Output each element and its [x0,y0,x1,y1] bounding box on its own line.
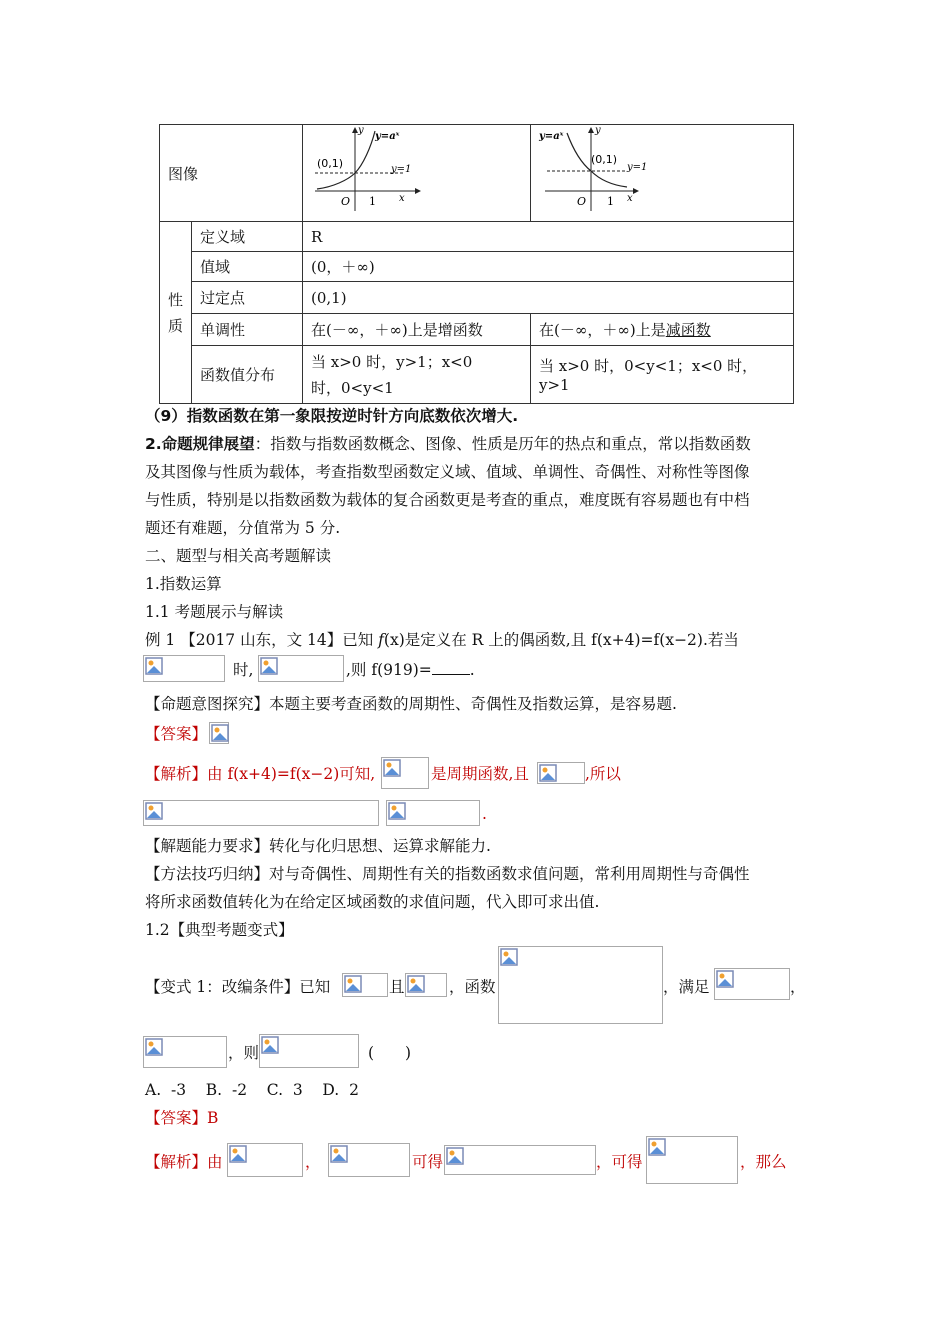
method-line-2: 将所求函数值转化为在给定区域函数的求值问题，代入即可求出值. [145,893,600,911]
analysis-2-get2: ，可得 [596,1153,643,1171]
formula-image [143,655,225,682]
broken-image-icon [330,1145,348,1163]
formula-image [143,1036,227,1068]
graph-increasing-cell [303,125,531,222]
svg-text:1: 1 [369,195,377,208]
row-domain-value: R [303,222,794,252]
ability-line: 【解题能力要求】转化与化归思想、运算求解能力. [145,837,491,855]
graph-increasing [303,125,530,221]
row-range-name: 值域 [192,252,303,282]
formula-image [381,757,429,789]
formula-image [259,1034,359,1068]
svg-text:(0,1): (0,1) [591,153,618,166]
broken-image-icon [211,724,229,742]
variant-1-comma: ， [790,978,806,996]
svg-text:y=1: y=1 [391,164,412,175]
method-line-1: 【方法技巧归纳】对与奇偶性、周期性有关的指数函数求值问题，常利用周期性与奇偶性 [145,865,750,883]
svg-text:O: O [341,195,351,208]
rule-paragraph-4: 题还有难题，分值常为 5 分. [145,519,341,537]
rule-paragraph-2: 及其图像与性质为载体，考查指数型函数定义域、值域、单调性、奇偶性、对称性等图像 [145,463,750,481]
broken-image-icon [446,1147,464,1165]
broken-image-icon [229,1145,247,1163]
broken-image-icon [145,1038,163,1056]
variant-1-and: 且 [389,978,405,996]
note-9: （9）指数函数在第一象限按逆时针方向底数依次增大. [145,407,519,425]
row-range-value: (0，＋∞) [303,252,794,282]
broken-image-icon [716,970,734,988]
subsection-1: 1.指数运算 [145,575,222,593]
broken-image-icon [261,1036,279,1054]
graph-decreasing [531,125,793,221]
example-1-line-1: 例 1 【2017 山东，文 14】已知 f(x)是定义在 R 上的偶函数,且 f(x+4)=f(x−2).若当 [145,631,739,649]
property-label-cell: 性 质 [160,222,192,404]
analysis-2-comma: ， [305,1153,321,1171]
variant-1-options: A. -3 B. -2 C. 3 D. 2 [145,1081,359,1099]
row-distribution-decreasing: 当 x>0 时，0<y<1；x<0 时，y>1 [531,346,794,404]
example-1-when: 时, [233,661,254,679]
formula-image [646,1136,738,1184]
analysis-1-periodic: 是周期函数,且 [431,765,529,783]
row-distribution-increasing: 当 x>0 时，y>1；x<0 时，0<y<1 [303,346,531,404]
formula-image [537,762,585,784]
formula-image [342,973,388,997]
svg-text:y=aˣ: y=aˣ [375,131,400,142]
image-label-cell: 图像 [160,125,303,222]
row-monotonic-name: 单调性 [192,314,303,346]
row-monotonic-decreasing: 在(－∞，＋∞)上是减函数 [531,314,794,346]
broken-image-icon [500,948,518,966]
section-2-heading: 二、题型与相关高考题解读 [145,547,332,565]
formula-image [227,1143,303,1177]
formula-image [386,800,480,826]
analysis-2-then: ，那么 [740,1153,787,1171]
broken-image-icon [407,975,425,993]
broken-image-icon [145,802,163,820]
broken-image-icon [648,1138,666,1156]
formula-image [258,655,344,682]
variant-1-then: ，则 [228,1044,260,1062]
example-1-then: ,则 f(919)= . [346,661,475,679]
row-distribution-name: 函数值分布 [192,346,303,404]
svg-text:y=aˣ: y=aˣ [539,131,564,142]
analysis-2-get: 可得 [412,1153,444,1171]
variant-1-line-1: 【变式 1：改编条件】已知 [145,978,331,996]
subsection-1-2: 1.2【典型考题变式】 [145,921,294,939]
formula-image [498,946,663,1024]
analysis-2-line: 【解析】由 [145,1153,223,1171]
broken-image-icon [260,657,278,675]
variant-1-paren: ( ) [368,1044,412,1062]
svg-text:O: O [577,195,587,208]
row-fixed-point-name: 过定点 [192,282,303,314]
exponential-properties-table [159,124,794,404]
answer-blank [432,660,470,675]
analysis-1-line-1: 【解析】由 f(x+4)=f(x−2)可知, [145,765,376,783]
svg-text:y: y [358,125,364,136]
analysis-1-end: . [482,805,487,823]
formula-image [209,722,229,744]
broken-image-icon [539,764,557,782]
answer-1-label: 【答案】 [145,725,208,743]
svg-text:y: y [595,125,601,136]
formula-image [714,968,790,1000]
row-monotonic-increasing: 在(－∞，＋∞)上是增函数 [303,314,531,346]
variant-1-function: ，函数 [449,978,496,996]
formula-image [143,800,379,826]
row-fixed-point-value: (0,1) [303,282,794,314]
row-domain-name: 定义域 [192,222,303,252]
formula-image [328,1143,410,1177]
formula-image [444,1145,596,1175]
rule-paragraph-1: 2.命题规律展望：指数与指数函数概念、图像、性质是历年的热点和重点，常以指数函数 [145,435,751,453]
svg-text:x: x [627,193,633,204]
subsection-1-1: 1.1 考题展示与解读 [145,603,284,621]
rule-paragraph-3: 与性质，特别是以指数函数为载体的复合函数更是考查的重点，难度既有容易题也有中档 [145,491,750,509]
svg-text:y=1: y=1 [627,162,648,173]
svg-text:(0,1): (0,1) [317,157,344,170]
svg-text:1: 1 [607,195,615,208]
svg-text:x: x [399,193,405,204]
broken-image-icon [145,657,163,675]
broken-image-icon [388,802,406,820]
broken-image-icon [344,975,362,993]
intent-line: 【命题意图探究】本题主要考查函数的周期性、奇偶性及指数运算，是容易题. [145,695,677,713]
graph-decreasing-cell [531,125,794,222]
answer-2-line: 【答案】B [145,1109,219,1127]
broken-image-icon [383,759,401,777]
variant-1-satisfy: ，满足 [663,978,710,996]
formula-image [405,973,447,997]
analysis-1-so: ,所以 [585,765,621,783]
